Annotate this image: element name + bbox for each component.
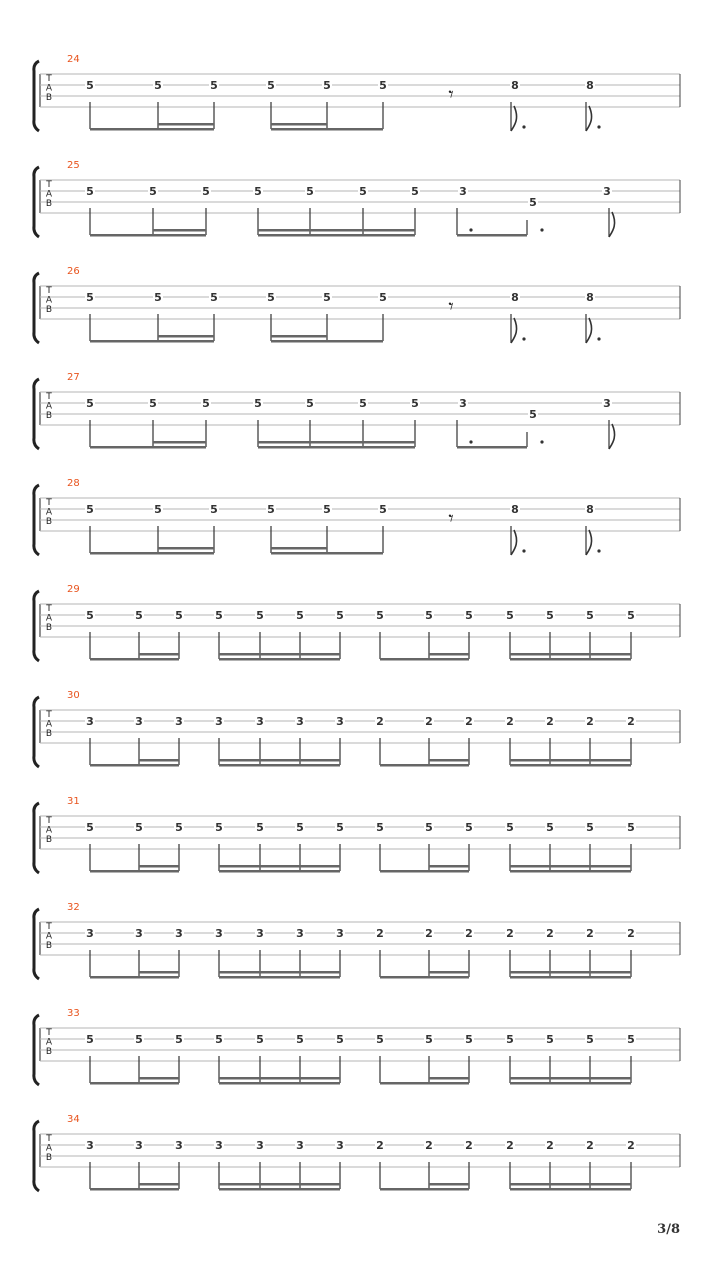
tab-clef-letter: B — [45, 623, 53, 633]
beam — [457, 446, 527, 449]
system-bracket — [34, 273, 39, 343]
fret-number: 3 — [459, 185, 467, 198]
dot — [469, 228, 472, 231]
beam-secondary — [219, 1183, 340, 1186]
beam — [219, 1082, 340, 1085]
beam-secondary — [219, 1077, 340, 1080]
fret-number: 5 — [86, 1033, 94, 1046]
beam — [271, 128, 383, 131]
beam — [219, 870, 340, 873]
dotted-note-flag — [586, 106, 592, 131]
fret-number: 3 — [256, 1139, 264, 1152]
measure-number: 33 — [67, 1008, 80, 1019]
fret-number: 2 — [465, 715, 473, 728]
beam-secondary — [139, 759, 179, 762]
beam — [219, 976, 340, 979]
dotted-note-flag — [586, 318, 592, 343]
tab-clef-letter: B — [45, 411, 53, 421]
fret-number: 5 — [306, 185, 314, 198]
fret-number: 2 — [465, 1139, 473, 1152]
fret-number: 2 — [506, 927, 514, 940]
fret-number: 5 — [379, 503, 387, 516]
beam-secondary — [219, 971, 340, 974]
beam — [258, 234, 415, 237]
dotted-note-flag — [586, 530, 592, 555]
beam-secondary — [510, 1077, 631, 1080]
fret-number: 5 — [256, 609, 264, 622]
fret-number: 5 — [379, 79, 387, 92]
beam — [90, 1188, 179, 1191]
fret-number: 5 — [425, 1033, 433, 1046]
tab-clef-letter: A — [45, 719, 53, 730]
dotted-note-dot — [522, 337, 525, 340]
tab-clef-letter: T — [46, 180, 52, 190]
beam-secondary — [139, 971, 179, 974]
tab-clef-letter: T — [46, 604, 52, 614]
tab-clef-letter: A — [45, 613, 53, 624]
measure-number: 31 — [67, 796, 80, 807]
fret-number: 5 — [465, 1033, 473, 1046]
system-bracket — [34, 167, 39, 237]
beam — [380, 976, 469, 979]
fret-number: 3 — [215, 927, 223, 940]
beam-secondary — [153, 441, 206, 444]
page-number: 3/8 — [657, 1222, 680, 1237]
tab-system-29 — [34, 584, 680, 661]
fret-number: 5 — [323, 79, 331, 92]
fret-number: 5 — [465, 821, 473, 834]
beam — [90, 658, 179, 661]
tab-clef-letter: A — [45, 83, 53, 94]
fret-number: 5 — [336, 1033, 344, 1046]
system-bracket — [34, 485, 39, 555]
tab-system-27 — [34, 372, 680, 449]
tab-clef-letter: B — [45, 1153, 53, 1163]
eighth-rest: 𝄾 — [448, 82, 454, 106]
fret-number: 3 — [86, 1139, 94, 1152]
tab-clef-letter: B — [45, 941, 53, 951]
fret-number: 5 — [215, 821, 223, 834]
beam — [90, 1082, 179, 1085]
dotted-note-dot — [597, 337, 600, 340]
fret-number: 3 — [215, 715, 223, 728]
dotted-note-dot — [597, 125, 600, 128]
fret-number: 5 — [256, 1033, 264, 1046]
measure-number: 32 — [67, 902, 80, 913]
beam — [510, 1082, 631, 1085]
fret-number: 5 — [379, 291, 387, 304]
measure-number: 25 — [67, 160, 80, 171]
fret-number: 5 — [267, 503, 275, 516]
fret-number: 2 — [425, 927, 433, 940]
fret-number: 5 — [323, 291, 331, 304]
beam — [90, 764, 179, 767]
fret-number: 3 — [215, 1139, 223, 1152]
beam — [380, 1188, 469, 1191]
beam — [90, 234, 206, 237]
fret-number: 2 — [546, 927, 554, 940]
fret-number: 3 — [86, 927, 94, 940]
tab-clef-letter: A — [45, 931, 53, 942]
system-bracket — [34, 61, 39, 131]
tab-clef-letter: T — [46, 710, 52, 720]
beam-secondary — [158, 547, 214, 550]
measure-number: 28 — [67, 478, 80, 489]
beam-secondary — [510, 759, 631, 762]
dotted-note-dot — [522, 549, 525, 552]
fret-number: 5 — [149, 397, 157, 410]
beam — [457, 234, 527, 237]
beam-secondary — [429, 1183, 469, 1186]
beam — [90, 870, 179, 873]
system-bracket — [34, 697, 39, 767]
beam — [380, 764, 469, 767]
beam-secondary — [139, 653, 179, 656]
fret-number: 5 — [267, 79, 275, 92]
fret-number: 2 — [506, 1139, 514, 1152]
fret-number: 5 — [425, 821, 433, 834]
fret-number: 3 — [296, 927, 304, 940]
fret-number: 3 — [336, 1139, 344, 1152]
tab-clef-letter: B — [45, 729, 53, 739]
fret-number: 5 — [254, 185, 262, 198]
fret-number: 3 — [256, 927, 264, 940]
tab-clef-letter: B — [45, 305, 53, 315]
fret-number: 5 — [425, 609, 433, 622]
tab-clef-letter: T — [46, 392, 52, 402]
fret-number: 5 — [210, 79, 218, 92]
fret-number: 5 — [210, 503, 218, 516]
fret-number: 5 — [210, 291, 218, 304]
fret-number: 5 — [376, 1033, 384, 1046]
dotted-note-flag — [511, 318, 517, 343]
beam-secondary — [429, 971, 469, 974]
tab-clef-letter: A — [45, 401, 53, 412]
tab-system-24 — [34, 54, 680, 131]
beam — [258, 446, 415, 449]
beam-secondary — [429, 865, 469, 868]
beam — [380, 870, 469, 873]
tab-clef-letter: T — [46, 1028, 52, 1038]
fret-number: 5 — [202, 185, 210, 198]
fret-number: 5 — [506, 821, 514, 834]
fret-number: 2 — [586, 715, 594, 728]
tab-clef-letter: T — [46, 922, 52, 932]
beam-secondary — [139, 1183, 179, 1186]
fret-number: 5 — [546, 609, 554, 622]
beam-secondary — [158, 123, 214, 126]
beam — [510, 976, 631, 979]
fret-number: 5 — [506, 609, 514, 622]
fret-number: 5 — [323, 503, 331, 516]
beam — [510, 1188, 631, 1191]
dot — [540, 228, 543, 231]
measure-number: 26 — [67, 266, 80, 277]
beam — [380, 1082, 469, 1085]
beam-secondary — [139, 865, 179, 868]
fret-number: 5 — [546, 1033, 554, 1046]
fret-number: 5 — [149, 185, 157, 198]
fret-number: 3 — [175, 1139, 183, 1152]
fret-number: 2 — [586, 927, 594, 940]
fret-number: 5 — [586, 609, 594, 622]
eighth-note-flag — [609, 424, 615, 449]
fret-number: 5 — [254, 397, 262, 410]
fret-number: 2 — [376, 715, 384, 728]
beam — [510, 870, 631, 873]
fret-number: 5 — [336, 609, 344, 622]
fret-number: 3 — [135, 1139, 143, 1152]
fret-number: 8 — [586, 503, 594, 516]
fret-number: 5 — [267, 291, 275, 304]
tab-system-30 — [34, 690, 680, 767]
fret-number: 3 — [296, 715, 304, 728]
fret-number: 5 — [154, 291, 162, 304]
beam-secondary — [271, 335, 327, 338]
tab-clef-letter: T — [46, 816, 52, 826]
fret-number: 5 — [586, 1033, 594, 1046]
fret-number: 2 — [627, 1139, 635, 1152]
beam — [510, 658, 631, 661]
beam-secondary — [510, 1183, 631, 1186]
fret-number: 5 — [411, 185, 419, 198]
measure-number: 34 — [67, 1114, 80, 1125]
beam — [90, 128, 214, 131]
dot — [540, 440, 543, 443]
fret-number: 5 — [296, 1033, 304, 1046]
tab-system-34 — [34, 1114, 680, 1191]
beam-secondary — [219, 759, 340, 762]
fret-number: 5 — [376, 821, 384, 834]
fret-number: 8 — [511, 291, 519, 304]
fret-number: 2 — [627, 927, 635, 940]
fret-number: 3 — [459, 397, 467, 410]
fret-number: 3 — [603, 397, 611, 410]
fret-number: 5 — [175, 1033, 183, 1046]
tab-clef-letter: B — [45, 835, 53, 845]
system-bracket — [34, 803, 39, 873]
tab-clef-letter: A — [45, 825, 53, 836]
fret-number: 5 — [175, 821, 183, 834]
tab-clef-letter: A — [45, 189, 53, 200]
fret-number: 3 — [336, 927, 344, 940]
fret-number: 5 — [86, 397, 94, 410]
fret-number: 5 — [296, 609, 304, 622]
fret-number: 2 — [425, 715, 433, 728]
fret-number: 2 — [376, 927, 384, 940]
tab-clef-letter: T — [46, 286, 52, 296]
fret-number: 3 — [175, 715, 183, 728]
fret-number: 5 — [154, 79, 162, 92]
tab-system-25 — [34, 160, 680, 237]
system-bracket — [34, 1121, 39, 1191]
fret-number: 5 — [529, 408, 537, 421]
beam-secondary — [429, 759, 469, 762]
beam — [90, 976, 179, 979]
measure-number: 29 — [67, 584, 80, 595]
fret-number: 3 — [256, 715, 264, 728]
fret-number: 5 — [86, 185, 94, 198]
tab-clef-letter: T — [46, 1134, 52, 1144]
fret-number: 5 — [86, 821, 94, 834]
dotted-note-flag — [511, 106, 517, 131]
beam-secondary — [219, 653, 340, 656]
fret-number: 3 — [175, 927, 183, 940]
fret-number: 5 — [506, 1033, 514, 1046]
tab-clef-letter: B — [45, 517, 53, 527]
fret-number: 3 — [603, 185, 611, 198]
fret-number: 5 — [296, 821, 304, 834]
tab-system-33 — [34, 1008, 680, 1085]
fret-number: 3 — [135, 715, 143, 728]
fret-number: 8 — [586, 291, 594, 304]
fret-number: 3 — [296, 1139, 304, 1152]
fret-number: 5 — [202, 397, 210, 410]
beam — [271, 340, 383, 343]
measure-number: 24 — [67, 54, 80, 65]
beam — [219, 658, 340, 661]
fret-number: 5 — [306, 397, 314, 410]
measure-number: 27 — [67, 372, 80, 383]
fret-number: 2 — [627, 715, 635, 728]
beam-secondary — [429, 653, 469, 656]
fret-number: 2 — [586, 1139, 594, 1152]
tab-clef-letter: A — [45, 295, 53, 306]
fret-number: 5 — [359, 397, 367, 410]
fret-number: 5 — [529, 196, 537, 209]
beam-secondary — [153, 229, 206, 232]
fret-number: 3 — [86, 715, 94, 728]
tab-system-26 — [34, 266, 680, 343]
system-bracket — [34, 379, 39, 449]
fret-number: 5 — [627, 609, 635, 622]
beam — [219, 764, 340, 767]
beam-secondary — [429, 1077, 469, 1080]
fret-number: 5 — [465, 609, 473, 622]
fret-number: 3 — [135, 927, 143, 940]
beam-secondary — [219, 865, 340, 868]
dotted-note-dot — [522, 125, 525, 128]
fret-number: 5 — [411, 397, 419, 410]
beam-secondary — [510, 865, 631, 868]
beam-secondary — [258, 441, 415, 444]
fret-number: 8 — [586, 79, 594, 92]
tab-clef-letter: B — [45, 199, 53, 209]
fret-number: 5 — [376, 609, 384, 622]
beam-secondary — [139, 1077, 179, 1080]
fret-number: 5 — [215, 1033, 223, 1046]
fret-number: 5 — [546, 821, 554, 834]
dotted-note-dot — [597, 549, 600, 552]
beam — [380, 658, 469, 661]
tab-clef-letter: A — [45, 1037, 53, 1048]
dotted-note-flag — [511, 530, 517, 555]
fret-number: 5 — [154, 503, 162, 516]
beam — [510, 764, 631, 767]
fret-number: 5 — [135, 1033, 143, 1046]
fret-number: 5 — [86, 291, 94, 304]
fret-number: 5 — [86, 503, 94, 516]
fret-number: 5 — [135, 821, 143, 834]
beam — [271, 552, 383, 555]
beam — [219, 1188, 340, 1191]
tab-clef-letter: B — [45, 1047, 53, 1057]
tab-clef-letter: A — [45, 1143, 53, 1154]
system-bracket — [34, 591, 39, 661]
fret-number: 5 — [359, 185, 367, 198]
eighth-note-flag — [609, 212, 615, 237]
beam-secondary — [158, 335, 214, 338]
beam-secondary — [271, 547, 327, 550]
beam — [90, 446, 206, 449]
fret-number: 5 — [586, 821, 594, 834]
tab-clef-letter: B — [45, 93, 53, 103]
eighth-rest: 𝄾 — [448, 294, 454, 318]
fret-number: 5 — [215, 609, 223, 622]
beam-secondary — [510, 971, 631, 974]
fret-number: 8 — [511, 79, 519, 92]
fret-number: 2 — [425, 1139, 433, 1152]
fret-number: 5 — [256, 821, 264, 834]
fret-number: 2 — [465, 927, 473, 940]
fret-number: 5 — [627, 821, 635, 834]
tab-system-32 — [34, 902, 680, 979]
system-bracket — [34, 1015, 39, 1085]
fret-number: 2 — [376, 1139, 384, 1152]
beam-secondary — [271, 123, 327, 126]
fret-number: 5 — [336, 821, 344, 834]
beam-secondary — [510, 653, 631, 656]
fret-number: 2 — [506, 715, 514, 728]
fret-number: 5 — [627, 1033, 635, 1046]
fret-number: 2 — [546, 1139, 554, 1152]
fret-number: 5 — [86, 609, 94, 622]
tab-system-28 — [34, 478, 680, 555]
fret-number: 5 — [135, 609, 143, 622]
eighth-rest: 𝄾 — [448, 506, 454, 530]
fret-number: 2 — [546, 715, 554, 728]
fret-number: 3 — [336, 715, 344, 728]
system-bracket — [34, 909, 39, 979]
beam-secondary — [258, 229, 415, 232]
tab-clef-letter: T — [46, 498, 52, 508]
measure-number: 30 — [67, 690, 80, 701]
tab-clef-letter: T — [46, 74, 52, 84]
beam — [90, 340, 214, 343]
fret-number: 5 — [175, 609, 183, 622]
fret-number: 5 — [86, 79, 94, 92]
fret-number: 8 — [511, 503, 519, 516]
tab-system-31 — [34, 796, 680, 873]
dot — [469, 440, 472, 443]
beam — [90, 552, 214, 555]
tab-clef-letter: A — [45, 507, 53, 518]
